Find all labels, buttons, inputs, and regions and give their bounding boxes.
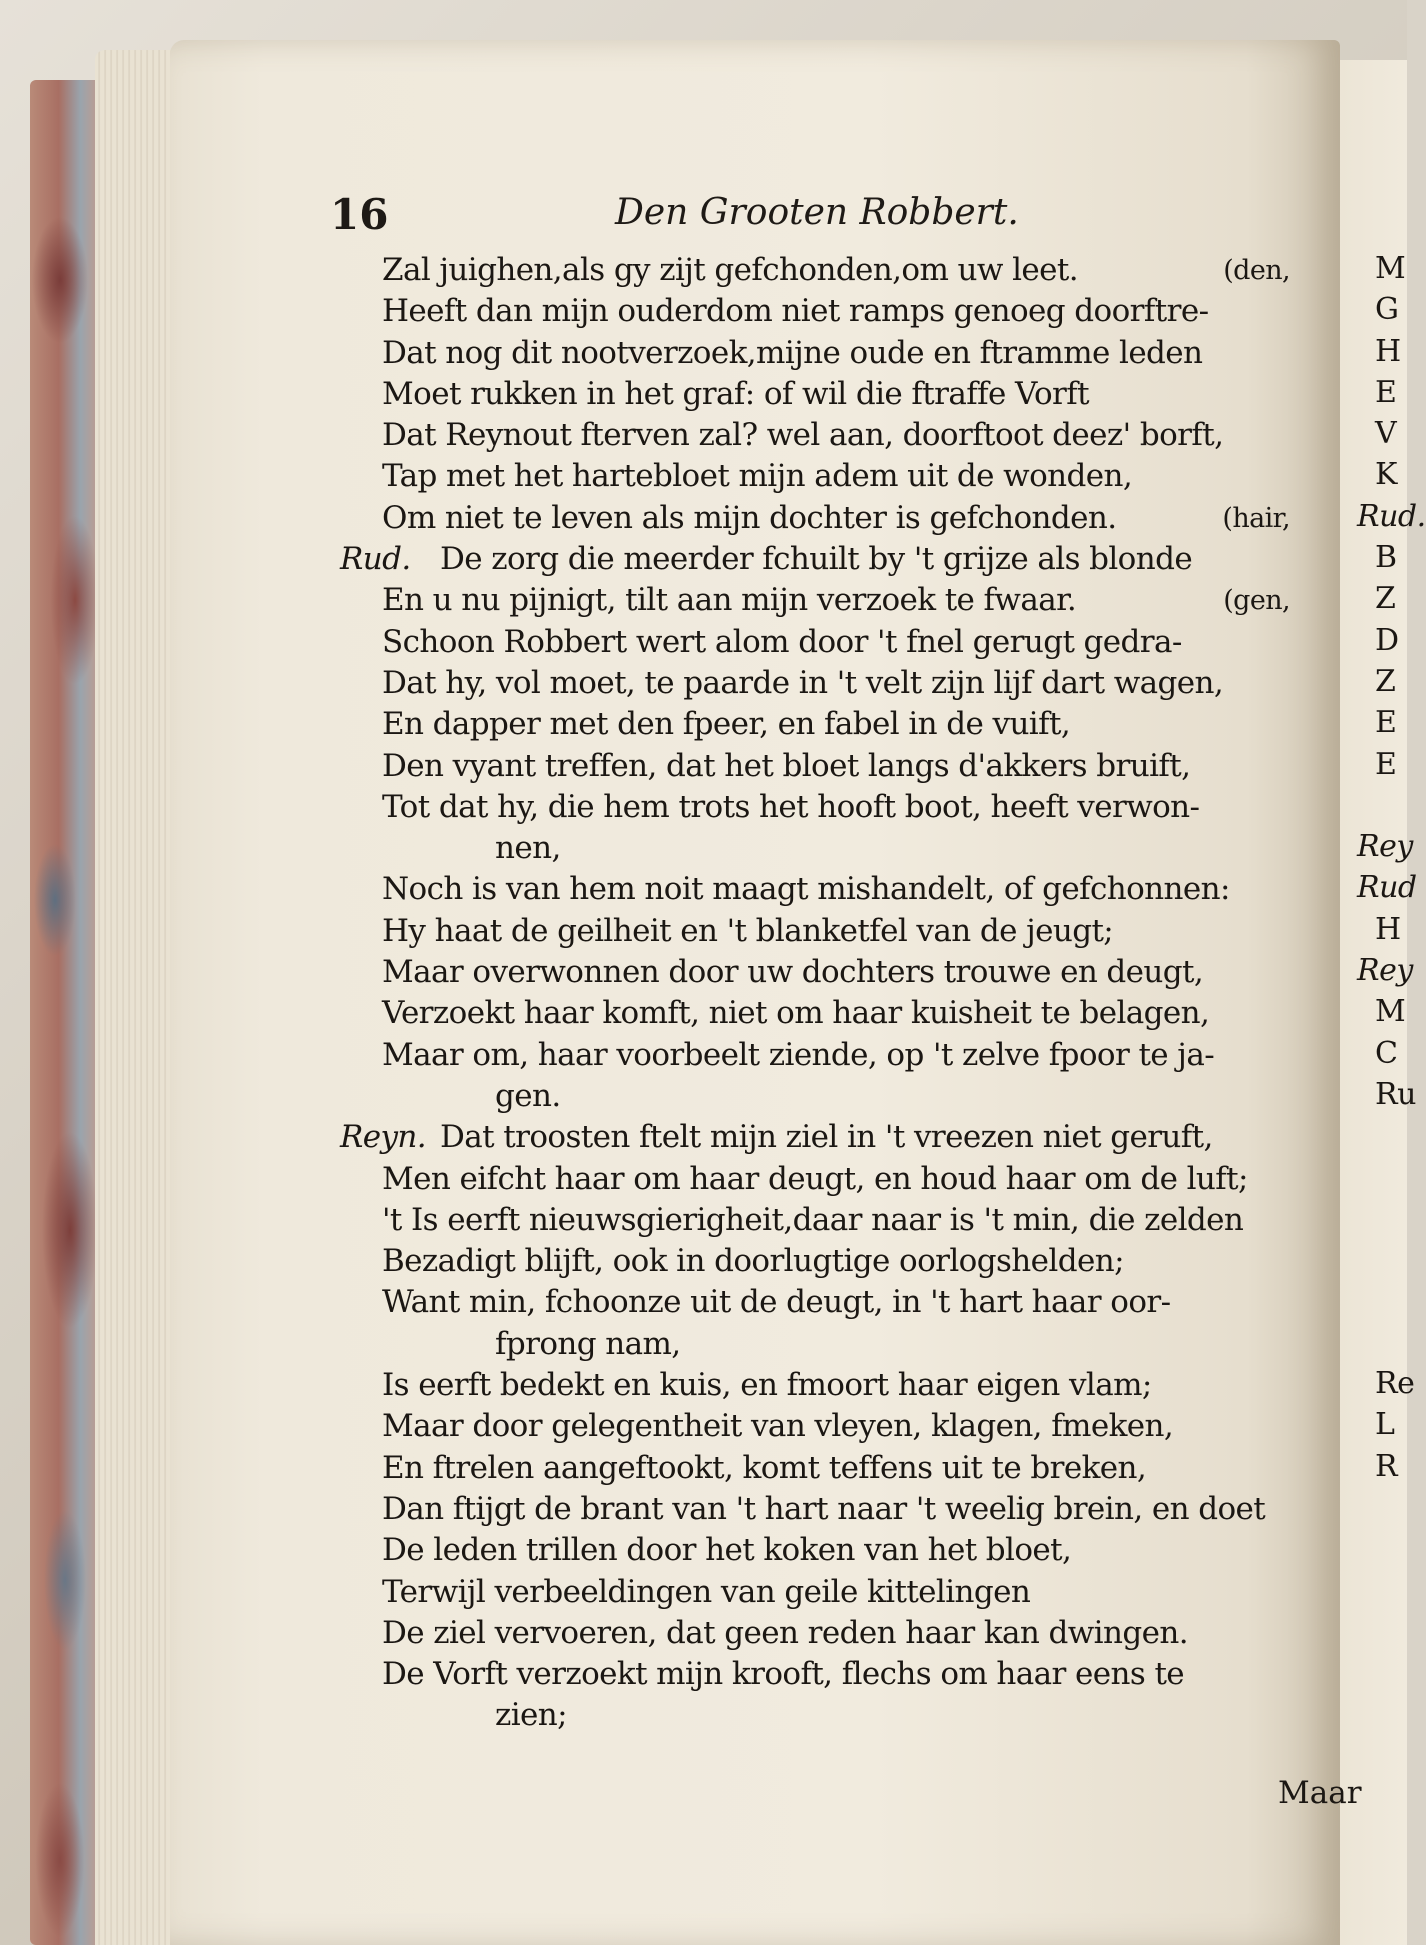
turnover-fragment: (hair, (1222, 502, 1290, 534)
facing-fragment: E (1375, 705, 1397, 741)
turnover-fragment: (gen, (1223, 585, 1290, 617)
facing-fragment (1375, 1157, 1415, 1198)
running-title: Den Grooten Robbert. (615, 192, 1019, 233)
verse-line (340, 1365, 1290, 1406)
verse-line (340, 374, 1290, 415)
verse-line (340, 1117, 1290, 1158)
facing-fragment: V (1375, 416, 1397, 452)
verse-line (340, 622, 1290, 663)
verse-line (340, 1448, 1290, 1489)
verse-line (340, 250, 1290, 291)
verse-line (340, 456, 1290, 497)
facing-fragment (1375, 785, 1415, 826)
turnover-fragment: (den, (1223, 255, 1290, 286)
verse-line (340, 911, 1290, 952)
verse-text: Dan ftijgt de brant van 't hart naar 't weelig brein, en doet (382, 1490, 1266, 1527)
verse-text: Tap met het hartebloet mijn adem uit de wonden, (382, 458, 1133, 495)
facing-fragment: R (1375, 1448, 1398, 1484)
verse-line (340, 291, 1290, 332)
verse-text: Dat nog dit nootverzoek,mijne oude en ftramme leden (382, 334, 1203, 371)
facing-fragment: Ru (1375, 1076, 1416, 1112)
facing-fragment: H (1375, 333, 1401, 369)
facing-fragment (1375, 1280, 1415, 1321)
verse-text: 't Is eerft nieuwsgierigheit,daar naar is 't min, die zelden (382, 1201, 1244, 1238)
speaker-label: Reyn. (340, 1119, 427, 1156)
verse-text: Maar door gelegentheit van vleyen, klagen, fmeken, (382, 1408, 1174, 1445)
verse-line (340, 1530, 1290, 1571)
verse-text: Terwijl verbeeldingen van geile kittelingen (382, 1573, 1031, 1610)
verse-line (340, 1613, 1290, 1654)
facing-fragment: Rud. (1357, 498, 1426, 534)
verse-text: Dat Reynout fterven zal? wel aan, doorftoot deez' borft, (382, 417, 1224, 454)
verse-line (340, 704, 1290, 745)
facing-fragment: Z (1375, 663, 1396, 699)
verse-line (340, 1035, 1290, 1076)
verse-text: En ftrelen aangeftookt, komt teffens uit te breken, (382, 1449, 1147, 1486)
page-number: 16 (330, 190, 389, 239)
verse-text: Schoon Robbert wert alom door 't fnel gerugt gedra- (382, 623, 1182, 660)
verse-line (340, 869, 1290, 910)
verse-text: gen. (495, 1077, 561, 1114)
verse-line (340, 1489, 1290, 1530)
verse-text: Is eerft bedekt en kuis, en fmoort haar eigen vlam; (382, 1367, 1152, 1404)
facing-fragment: K (1375, 457, 1397, 493)
verse-line (340, 1076, 1290, 1117)
verse-text: Noch is van hem noit maagt mishandelt, of gefchonnen: (382, 871, 1230, 908)
facing-fragment (1375, 1239, 1415, 1280)
verse-text: Dat hy, vol moet, te paarde in 't velt zijn lijf dart wagen, (382, 664, 1224, 701)
facing-fragment: L (1375, 1407, 1395, 1443)
marbled-book-cover (30, 80, 102, 1945)
verse-text: Verzoekt haar komft, niet om haar kuisheit te belagen, (382, 995, 1210, 1032)
verse-line (340, 1654, 1290, 1695)
facing-fragment: E (1375, 374, 1397, 410)
verse-text: Want min, fchoonze uit de deugt, in 't hart haar oor- (382, 1284, 1171, 1321)
facing-fragment (1375, 1198, 1415, 1239)
verse-text: Men eifcht haar om haar deugt, en houd haar om de luft; (382, 1160, 1248, 1197)
facing-fragment: Re (1375, 1366, 1415, 1402)
verse-text: Maar om, haar voorbeelt ziende, op 't zelve fpoor te ja- (382, 1036, 1215, 1073)
verse-line (340, 1695, 1290, 1736)
facing-fragment: Rud (1357, 870, 1417, 906)
verse-line (340, 828, 1290, 869)
verse-line (340, 787, 1290, 828)
verse-text: Moet rukken in het graf: of wil die ftraffe Vorft (382, 375, 1089, 412)
verse-text: De ziel vervoeren, dat geen reden haar kan dwingen. (382, 1614, 1188, 1651)
facing-fragment: Rey (1357, 953, 1413, 989)
verse-line (340, 1282, 1290, 1323)
verse-text: fprong nam, (495, 1325, 681, 1362)
facing-fragment: G (1375, 292, 1399, 328)
verse-line (340, 746, 1290, 787)
verse-line (340, 539, 1290, 580)
verse-line (340, 580, 1290, 621)
verse-text: En dapper met den fpeer, en fabel in de vuift, (382, 706, 1071, 743)
verse-line (340, 1159, 1290, 1200)
verse-line (340, 498, 1290, 539)
facing-fragment (1375, 1322, 1415, 1363)
verse-text: Dat troosten ftelt mijn ziel in 't vreezen niet geruft, (440, 1119, 1213, 1156)
verse-text: De zorg die meerder fchuilt by 't grijze als blonde (440, 541, 1193, 578)
facing-fragment (1375, 1115, 1415, 1156)
verse-text-block (340, 250, 1290, 1737)
verse-line (340, 415, 1290, 456)
verse-text: Hy haat de geilheit en 't blanketfel van de jeugt; (382, 912, 1114, 949)
verse-line (340, 1324, 1290, 1365)
verse-text: Tot dat hy, die hem trots het hooft boot, heeft verwon- (382, 788, 1200, 825)
verse-text: Om niet te leven als mijn dochter is gefchonden. (382, 499, 1117, 536)
verse-text: Maar overwonnen door uw dochters trouwe en deugt, (382, 954, 1204, 991)
facing-fragment: E (1375, 746, 1397, 782)
verse-line (340, 1200, 1290, 1241)
verse-line (340, 993, 1290, 1034)
verse-text: nen, (495, 830, 561, 867)
facing-fragment: Rey (1357, 829, 1413, 865)
verse-line (340, 1241, 1290, 1282)
verse-text: Zal juighen,als gy zijt gefchonden,om uw leet. (382, 252, 1079, 288)
verse-text: De leden trillen door het koken van het bloet, (382, 1532, 1072, 1569)
verse-line (340, 952, 1290, 993)
catchword: Maar (1278, 1775, 1362, 1811)
verse-text: De Vorft verzoekt mijn krooft, flechs om haar eens te (382, 1656, 1185, 1693)
verse-text: Heeft dan mijn ouderdom niet ramps genoeg doorftre- (382, 293, 1209, 330)
verse-text: Bezadigt blijft, ook in doorlugtige oorlogshelden; (382, 1243, 1124, 1280)
facing-fragment: M (1375, 251, 1406, 286)
facing-fragment: H (1375, 911, 1401, 947)
speaker-label: Rud. (340, 541, 411, 578)
facing-page-text (1357, 248, 1426, 1487)
facing-fragment: C (1375, 1035, 1398, 1071)
verse-text: zien; (495, 1697, 568, 1734)
facing-fragment: B (1375, 540, 1397, 576)
verse-text: En u nu pijnigt, tilt aan mijn verzoek te fwaar. (382, 582, 1077, 619)
facing-fragment: M (1375, 994, 1406, 1030)
verse-line (340, 333, 1290, 374)
running-head (330, 190, 1050, 240)
facing-fragment: D (1375, 622, 1399, 658)
facing-fragment: Z (1375, 581, 1396, 617)
verse-text: Den vyant treffen, dat het bloet langs d'akkers bruift, (382, 747, 1191, 784)
verse-line (340, 663, 1290, 704)
verse-line (340, 1406, 1290, 1447)
verse-line (340, 1572, 1290, 1613)
